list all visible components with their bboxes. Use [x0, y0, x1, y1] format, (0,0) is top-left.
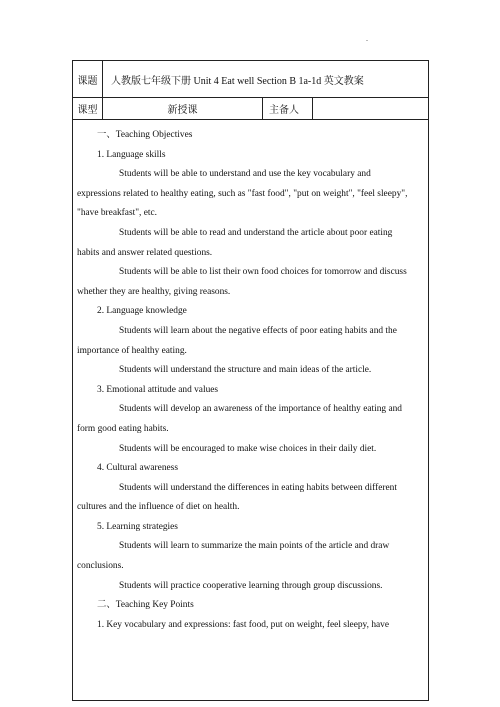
subsection-heading: 1. Language skills: [97, 149, 166, 160]
paragraph-line: Students will be able to understand and use the key vocabulary and: [119, 169, 371, 180]
topic-label: 课题: [73, 61, 103, 98]
subsection-heading: 1. Key vocabulary and expressions: fast food, put on weight, feel sleepy, have: [97, 619, 390, 630]
paragraph-line: Students will develop an awareness of the importance of healthy eating and: [119, 404, 402, 415]
lesson-plan-table: [72, 60, 429, 701]
topic-row: [73, 61, 429, 98]
type-row: [73, 98, 429, 120]
paragraph-line: Students will learn to summarize the main points of the article and draw: [119, 541, 390, 552]
type-value: 新授课: [103, 98, 263, 120]
paragraph-line: Students will understand the differences in eating habits between different: [119, 482, 397, 493]
subsection-heading: 5. Learning strategies: [97, 521, 178, 532]
paragraph-line: Students will be able to read and understand the article about poor eating: [119, 227, 393, 238]
paragraph-line: habits and answer related questions.: [77, 247, 213, 258]
type-label: 课型: [73, 98, 103, 120]
paragraph-line: Students will be able to list their own food choices for tomorrow and discuss: [119, 267, 407, 278]
plan-content: [73, 120, 428, 635]
preparer-value: [313, 98, 429, 120]
page-mark: [366, 40, 368, 41]
content-row: [73, 120, 429, 701]
subsection-heading: 4. Cultural awareness: [97, 463, 178, 474]
content-cell: [73, 120, 429, 701]
subsection-heading: 3. Emotional attitude and values: [97, 384, 219, 395]
paragraph-line: "have breakfast", etc.: [77, 208, 158, 219]
section-heading: 一、Teaching Objectives: [97, 130, 193, 140]
paragraph-line: conclusions.: [77, 561, 124, 572]
subsection-heading: 2. Language knowledge: [97, 306, 187, 317]
paragraph-line: whether they are healthy, giving reasons.: [77, 286, 231, 297]
paragraph-line: Students will learn about the negative effects of poor eating habits and the: [119, 325, 397, 336]
paragraph-line: cultures and the influence of diet on health.: [77, 502, 240, 513]
topic-value: 人教版七年级下册 Unit 4 Eat well Section B 1a-1d 英文教案: [103, 61, 429, 98]
section-heading: 二、Teaching Key Points: [97, 600, 194, 611]
paragraph-line: Students will be encouraged to make wise choices in their daily diet.: [119, 443, 377, 454]
paragraph-line: Students will understand the structure and main ideas of the article.: [119, 365, 372, 376]
paragraph-line: expressions related to healthy eating, such as "fast food", "put on weight", "feel sleepy",: [77, 188, 408, 199]
paragraph-line: form good eating habits.: [77, 423, 169, 434]
paragraph-line: Students will practice cooperative learning through group discussions.: [119, 580, 383, 591]
preparer-label: 主备人: [263, 98, 313, 120]
paragraph-line: importance of healthy eating.: [77, 345, 187, 356]
